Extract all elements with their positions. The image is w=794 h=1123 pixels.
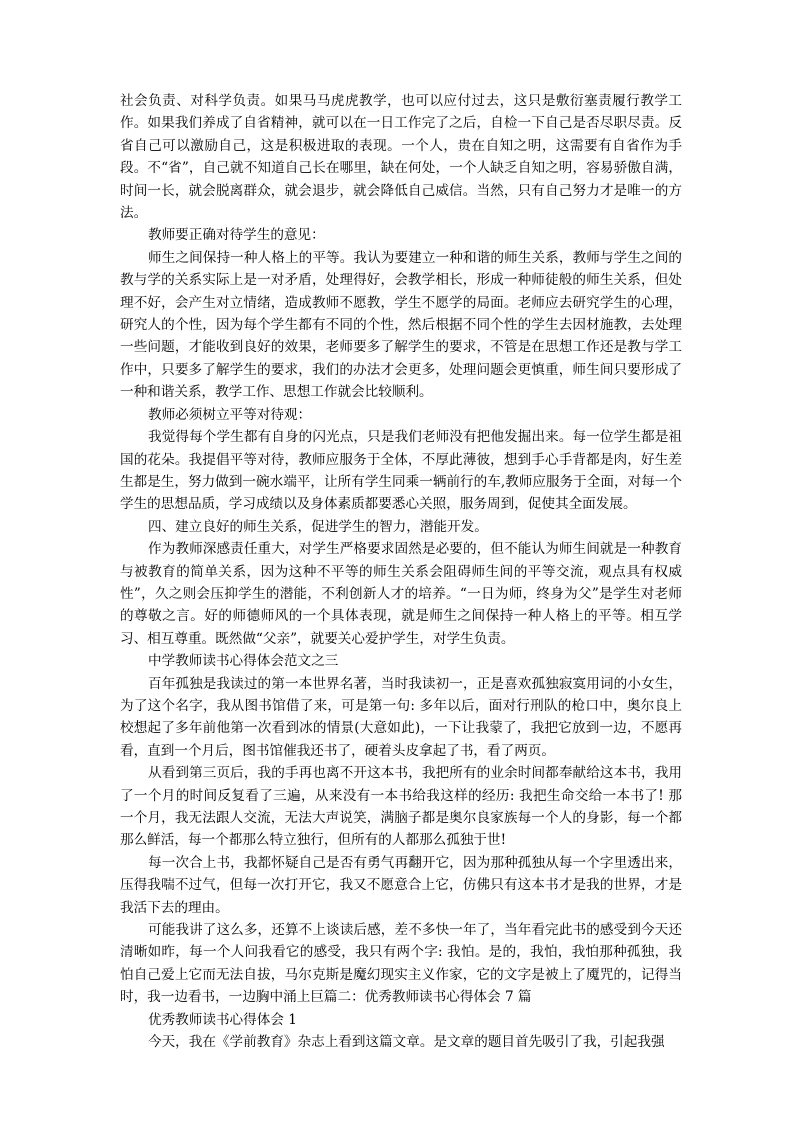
heading-sample-essay-three: 中学教师读书心得体会范文之三 xyxy=(148,653,339,670)
paragraph-teacher-responsibility: 作为教师深感责任重大，对学生严格要求固然是必要的，但不能认为师生间就是一种教育与被教育的简单关系，因为这种不平等的师生关系会阻碍师生间的平等交流，观点具有权威性”，久之则会压抑学生的潜能，不利创新人才的培养。“一日为师，终身为父”是学生对老师的尊敬之言。好的师德师风的一个具体表现，就是师生之间保持一种人格上的平等。相互学习、相互尊重。既然做“父亲”，就要关心爱护学生，对学生负责。 xyxy=(120,541,682,647)
paragraph-closing-book: 每一次合上书，我都怀疑自己是否有勇气再翻开它，因为那种孤独从每一个字里透出来，压得我喘不过气，但每一次打开它，我又不愿意合上它，仿佛只有这本书才是我的世界，才是我活下去的理由。 xyxy=(120,854,682,916)
paragraph-self-reflection: 社会负责、对科学负责。如果马马虎虎教学，也可以应付过去，这只是敷衍塞责履行教学工作。如果我们养成了自省精神，就可以在一日工作完了之后，自检一下自己是否尽职尽责。反省自己可以激励自己，这是积极进取的表现。一个人，贵在自知之明，这需要有自省作为手段。不“省”，自己就不知道自己长在哪里，缺在何处，一个人缺乏自知之明，容易骄傲自满，时间一长，就会脱离群众，就会退步，就会降低自己威信。当然，只有自己努力才是唯一的方法。 xyxy=(120,93,682,222)
document-page xyxy=(120,90,682,1053)
paragraph-today-article: 今天，我在《学前教育》杂志上看到这篇文章。是文章的题目首先吸引了我，引起我强 xyxy=(148,1034,665,1051)
heading-student-opinions: 教师要正确对待学生的意见： xyxy=(148,227,325,244)
paragraph-third-page: 从看到第三页后，我的手再也离不开这本书，我把所有的业余时间都奉献给这本书，我用了一个月的时间反复看了三遍，从来没有一本书给我这样的经历: 我把生命交给一本书了! 那一个月，我无法跟人交流，无法大声说笑，满脑子都是奥尔良家族每一个人的身影，每一个都那么鲜活，每一个都那么特立独行，但所有的人都那么孤独于世! xyxy=(120,765,682,849)
heading-equal-treatment: 教师必须树立平等对待观： xyxy=(148,406,312,423)
paragraph-every-student-shines: 我觉得每个学生都有自身的闪光点，只是我们老师没有把他发掘出来。每一位学生都是祖国的花朵。我提倡平等对待，教师应服务于全体，不厚此薄彼，想到手心手背都是肉，好生差生都是生，努力做到一碗水端平，让所有学生同乘一辆前行的车,教师应服务于全面，对每一个学生的思想品质，学习成绩以及身体素质都要悉心关照，服务周到，促使其全面发展。 xyxy=(120,429,682,513)
paragraph-equality-in-personality: 师生之间保持一种人格上的平等。我认为要建立一种和谐的师生关系，教师与学生之间的教与学的关系实际上是一对矛盾，处理得好，会教学相长，形成一种师徒般的师生关系，但处理不好，会产生对立情绪，造成教师不愿教，学生不愿学的局面。老师应去研究学生的心理，研究人的个性，因为每个学生都有不同的个性，然后根据不同个性的学生去因材施教，去处理一些问题，才能收到良好的效果，老师要多了解学生的要求，不管是在思想工作还是教与学工作中，只要多了解学生的要求，我们的办法才会更多，处理问题会更慎重，师生间只要形成了一种和谐关系，教学工作、思想工作就会比较顺利。 xyxy=(120,249,682,401)
heading-section-four: 四、建立良好的师生关系，促进学生的智力，潜能开发。 xyxy=(148,518,488,535)
heading-excellent-teacher-1: 优秀教师读书心得体会 1 xyxy=(148,1011,297,1028)
paragraph-hundred-years-intro: 百年孤独是我读过的第一本世界名著，当时我读初一，正是喜欢孤独寂寞用词的小女生，为了这个名字，我从图书馆借了来，可是第一句: 多年以后，面对行刑队的枪口中，奥尔良上校想起了多年前他第一次看到冰的情景(大意如此)，一下让我蒙了，我把它放到一边，不愿再看，直到一个月后，图书馆催我还书了，硬着头皮拿起了书，看了两页。 xyxy=(120,675,682,759)
paragraph-afterthoughts: 可能我讲了这么多，还算不上谈读后感，差不多快一年了，当年看完此书的感受到今天还清晰如昨，每一个人问我看它的感受，我只有两个字: 我怕。是的，我怕，我怕那种孤独，我怕自己爱上它而无法自拔，马尔克斯是魔幻现实主义作家，它的文字是被上了魇咒的，记得当时，我一边看书，一边胸中涌上巨篇二：优秀教师读书心得体会 7 篇 xyxy=(120,922,682,1006)
